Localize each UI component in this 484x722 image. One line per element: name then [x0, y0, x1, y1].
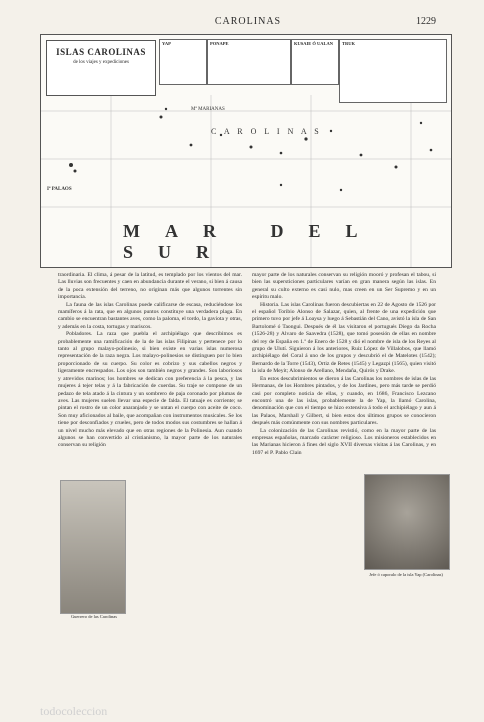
watermark: todocoleccion — [40, 704, 108, 718]
paragraph: La colonización de las Carolinas revistió, como en la mayor parte de las empresas españolas, marcado carácter religioso. Los misioneros establecidos en las Marianas hicieron á fines del siglo XVII diversas visitas á las Carolinas, y en 1697 el P. Pablo Clain — [252, 427, 436, 456]
inset-label: YAP — [162, 41, 171, 46]
page-number: 1229 — [416, 16, 436, 27]
inset-label: TRUK — [342, 41, 356, 46]
text-column-left — [58, 272, 242, 450]
label-palaos: Iª PALAOS — [47, 187, 72, 192]
warrior-photo — [60, 480, 126, 614]
header-title: CAROLINAS — [214, 16, 282, 27]
map-legend — [46, 40, 156, 96]
caption-right: Jefe ó caporalo de la isla Yap (Carolinas) — [369, 572, 443, 577]
inset-kusaie — [291, 39, 339, 85]
paragraph: Pobladores. La raza que puebla el archipiélago que describimos es probablemente una ramificación de la de las islas Filipinas y pertenece por lo tanto al grupo malayo-polinesio, si bien existe en varias islas numerosa representación de la raza negra. Los malayo-polinesios se distinguen por lo bien proporcionado de su cuerpo. Su color es cobrizo y sus cabellos negros y ligeramente encrespados. Los ojos son también negros y grandes. Son laboriosos y atrevidos marinos; los hombres se dedican con preferencia á la pesca, y las mujeres á tejer telas y á la fabricación de cuerdas. Su traje se compone de un pedazo de tela atado á la cintura y un sombrero de paja coronado por plumas de aves. Las mujeres suelen llevar una especie de falda. El tatuaje es corriente; se pintan el rostro de un color anaranjado y se untan el cuerpo con aceite de coco. Son muy aficionados al baile, que acompañan con instrumentos musicales. Se los tiene por desconfiados y crueles, pero de todos modos sus costumbres se hallan á un nivel mucho más elevado que en otras regiones de la Polinesia. Aun cuando algunos se han convertido al cristianismo, la mayor parte de los naturales conservan su religión — [58, 331, 242, 449]
label-carolinas: C A R O L I N A S — [211, 127, 322, 136]
chief-photo — [364, 474, 450, 570]
inset-yap — [159, 39, 207, 85]
map-subtitle: de los viajes y expediciones — [73, 60, 129, 65]
inset-label: PONAPE — [210, 41, 229, 46]
label-mar-del-sur: MAR DEL SUR — [123, 221, 382, 262]
text-column-right — [252, 272, 436, 457]
paragraph: traordinaria. El clima, á pesar de la latitud, es templado por los vientos del mar. Las lluvias son frecuentes y caen en abundancia durante el verano, si bien á causa de la poca extensión del terreno, no originan más que algunos torrentes sin importancia. — [58, 272, 242, 301]
inset-ponape — [207, 39, 291, 85]
label-marianas: Mª MARIANAS — [191, 107, 225, 112]
inset-label: KUSAIE Ó UALAN — [294, 41, 334, 46]
paragraph: mayor parte de los naturales conservan su religión mooró y profesan el tabou, si bien las supersticiones particulares varían en gran manera según las islas. En general su culto externo es casi nulo, mas creen en un Ser Supremo y en un espíritu malo. — [252, 272, 436, 301]
paragraph: La fauna de las islas Carolinas puede calificarse de escasa, reduciéndose los mamíferos á la rata, que en algunos puntos constituye una verdadera plaga. En cambio se encuentran bastantes aves, como la paloma, el tordo, la gaviota y otras, y además en la costa, tortugas y mariscos. — [58, 301, 242, 330]
paragraph: Historia. Las islas Carolinas fueron descubiertas en 22 de Agosto de 1526 por el español Toribio Alonso de Salazar, quien, al frente de una expedición que primero tuvo por jefe á Loaysa y luego á Sebastián del Cano, avistó la isla de San Bartolomé ó Taongui. Después de él las visitaron el portugués Diego da Rocha (1526-28) y Alvaro de Saavedra (1528), que tomó posesión de ellas en nombre del rey de España en 1.º de Enero de 1528 y dió el nombre de isla de los Reyes al grupo de Ulutí. Siguieron á los anteriores, Ruiz López de Villalobos, que llamó archipiélago del Coral á uno de los grupos y descubrió el de Matelotes (1542); Bernardo de la Torre (1543), Ortiz de Retes (1545) y Legazpi (1565), quien visitó la isla de Meyit; Alonso de Arellano, Mendaña, Quirós y Drake. — [252, 301, 436, 375]
paragraph: En estos descubrimientos se dieron á las Carolinas los nombres de islas de las Hermanas, de los Hombres pintados, y de los Jardines, pero más tarde se perdió casi por completo noticia de ellas, y cuando, en 1686, Francisco Lezcano encontró una de las islas, probablemente la de Yap, la llamó Carolina, denominación que con el tiempo se hizo extensiva á todo el archipiélago y aun á las Palaos, Marshall y Gilbert, si bien estos dos últimos grupos se conocieron después más comúnmente con sus nombres particulares. — [252, 375, 436, 427]
map-figure — [40, 34, 452, 268]
caption-left: Guerrero de las Carolinas — [70, 614, 118, 619]
map-title: ISLAS CAROLINAS — [56, 47, 146, 57]
running-header — [60, 16, 436, 30]
inset-truk — [339, 39, 447, 103]
